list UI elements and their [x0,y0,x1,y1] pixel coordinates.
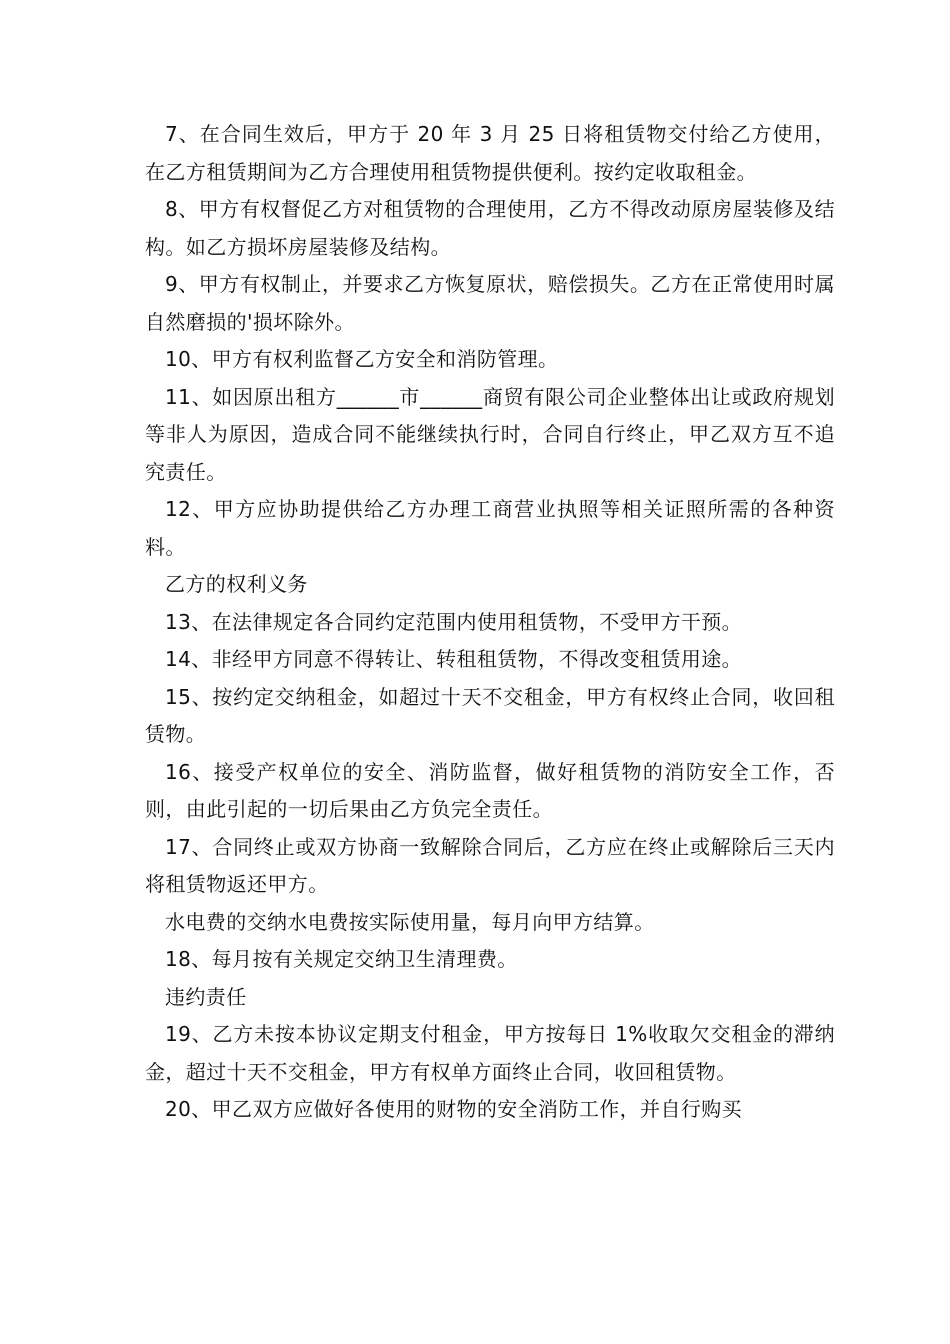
clause-14: 14、非经甲方同意不得转让、转租租赁物，不得改变租赁用途。 [165,647,743,671]
clause-16: 16、接受产权单位的安全、消防监督，做好租赁物的消防安全工作，否则，由此引起的一切后果由乙方负完全责任。 [145,759,835,821]
section-heading-tenant-rights: 乙方的权利义务 [165,572,308,596]
clause-17: 17、合同终止或双方协商一致解除合同后，乙方应在终止或解除后三天内将租赁物返还甲方。 [145,834,835,896]
document-body [145,116,835,1129]
utility-fee-paragraph: 水电费的交纳水电费按实际使用量，每月向甲方结算。 [165,909,655,934]
clause-12: 12、甲方应协助提供给乙方办理工商营业执照等相关证照所需的各种资料。 [145,497,835,559]
clause-20: 20、甲乙双方应做好各使用的财物的安全消防工作，并自行购买 [165,1097,743,1121]
clause-9: 9、甲方有权制止，并要求乙方恢复原状，赔偿损失。乙方在正常使用时属自然磨损的'损坏除外。 [145,272,835,334]
clause-8: 8、甲方有权督促乙方对租赁物的合理使用，乙方不得改动原房屋装修及结构。如乙方损坏房屋装修及结构。 [145,197,835,259]
clause-11: 11、如因原出租方______市______商贸有限公司企业整体出让或政府规划等非人为原因，造成合同不能继续执行时，合同自行终止，甲乙双方互不追究责任。 [145,384,835,484]
clause-15: 15、按约定交纳租金，如超过十天不交租金，甲方有权终止合同，收回租赁物。 [145,684,835,746]
section-heading-breach-liability: 违约责任 [165,984,247,1009]
clause-19: 19、乙方未按本协议定期支付租金，甲方按每日 1%收取欠交租金的滞纳金，超过十天不交租金，甲方有权单方面终止合同，收回租赁物。 [145,1022,835,1084]
clause-13: 13、在法律规定各合同约定范围内使用租赁物，不受甲方干预。 [165,609,743,634]
clause-10: 10、甲方有权利监督乙方安全和消防管理。 [165,347,559,371]
clause-7: 7、在合同生效后，甲方于 20 年 3 月 25 日将租赁物交付给乙方使用，在乙方租赁期间为乙方合理使用租赁物提供便利。按约定收取租金。 [145,122,835,184]
clause-18: 18、每月按有关规定交纳卫生清理费。 [165,947,518,971]
